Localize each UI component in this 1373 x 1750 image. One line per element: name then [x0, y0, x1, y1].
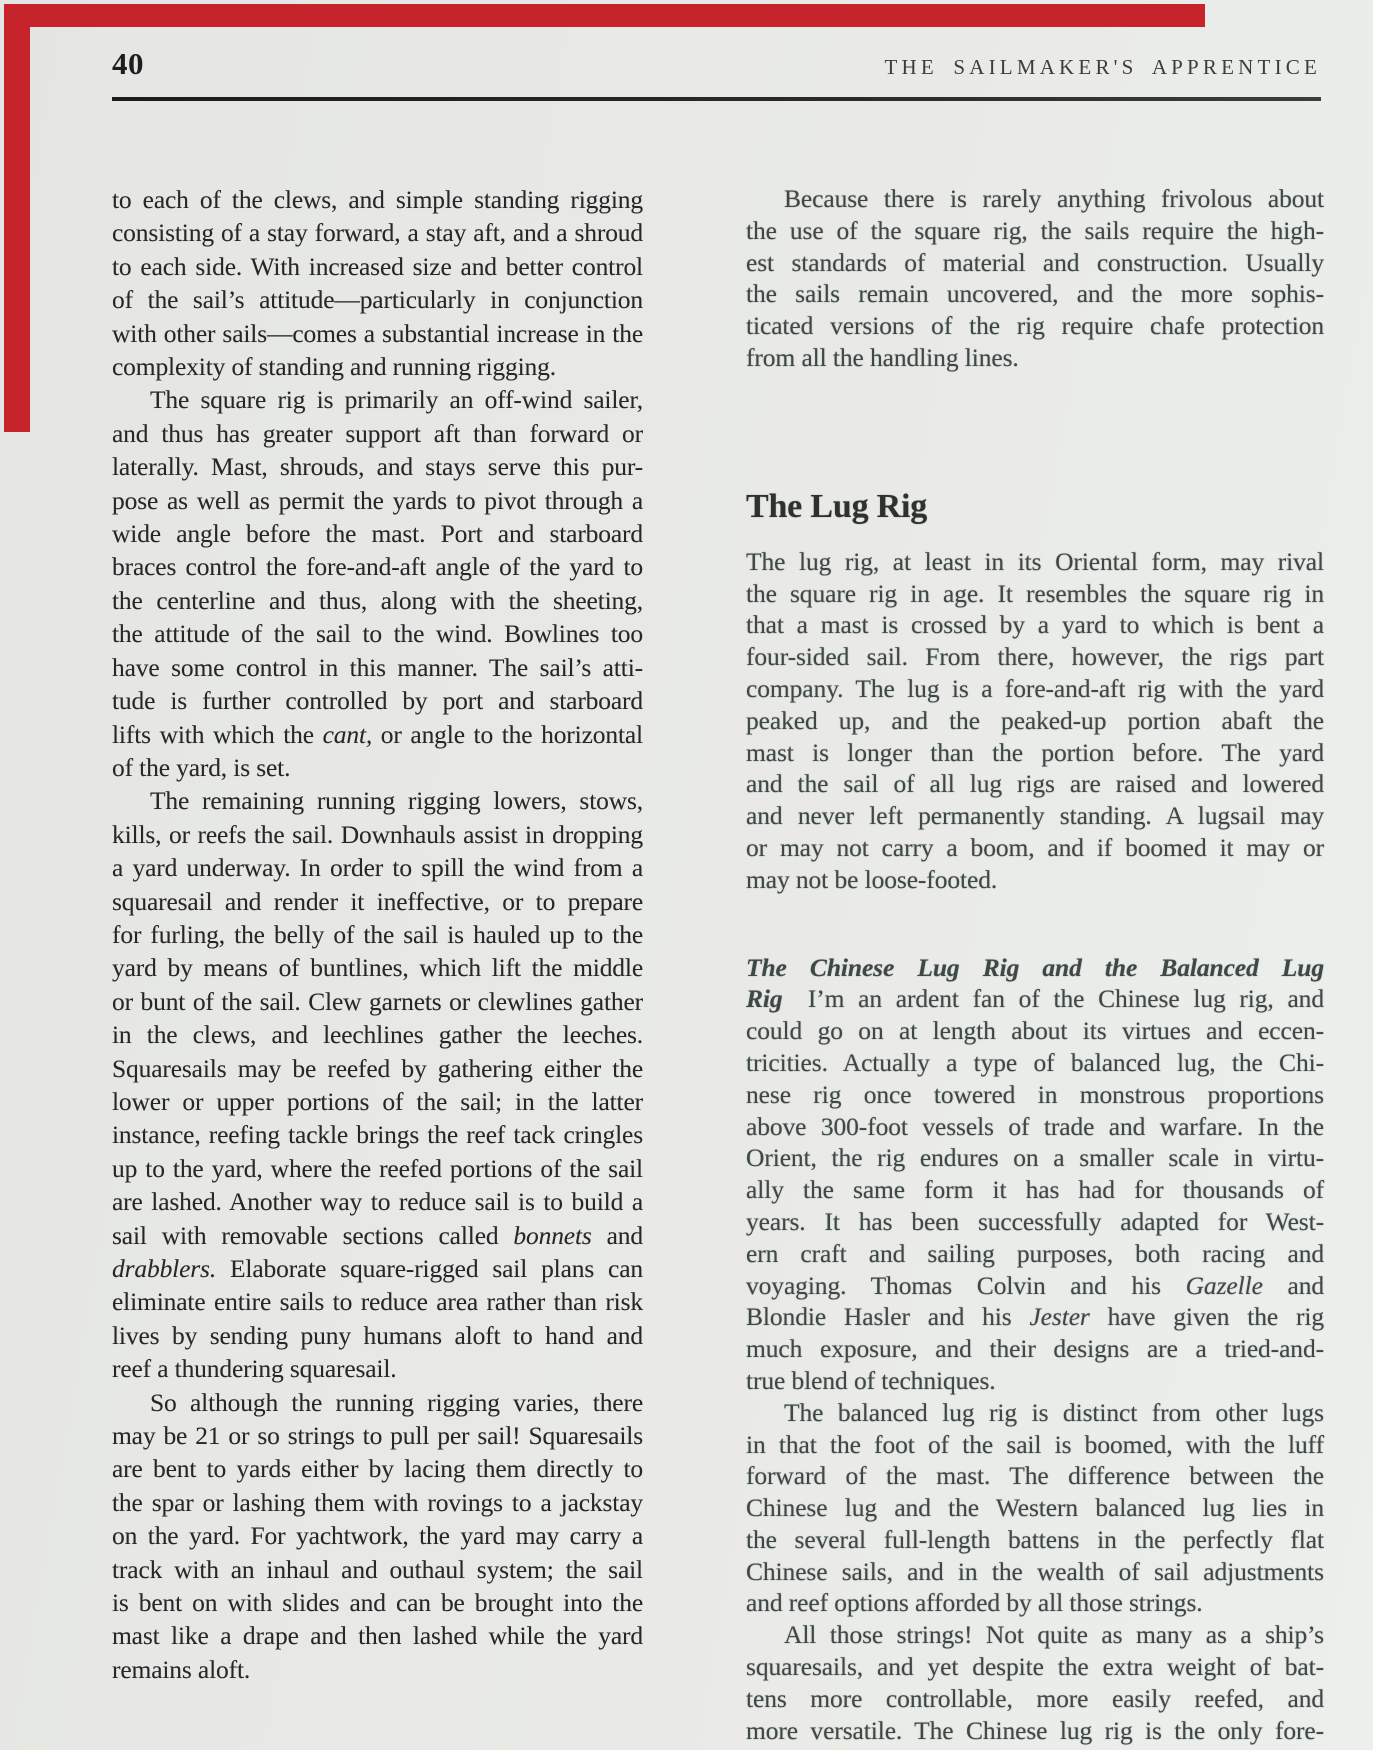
page-number: 40 — [112, 46, 144, 81]
text-line: with other sails—comes a substantial increase in the — [112, 318, 643, 348]
text-line: are bent to yards either by lacing them directly to — [112, 1454, 643, 1484]
text-line: the attitude of the sail to the wind. Bowlines too — [112, 619, 643, 649]
text-line: est standards of material and construction. Usually — [746, 247, 1324, 277]
text-line: yard by means of buntlines, which lift the middle — [112, 953, 643, 983]
text-line: to each of the clews, and simple standing rigging — [112, 185, 643, 214]
text-line: and the sail of all lug rigs are raised and lowered — [746, 769, 1324, 799]
text-line: lifts with which the cant, or angle to the horizontal — [112, 719, 643, 749]
text-line: Squaresails may be reefed by gathering either the — [112, 1053, 643, 1083]
paragraph — [746, 952, 1324, 1397]
text-line: ern craft and sailing purposes, both racing and — [746, 1238, 1324, 1268]
header-rule — [112, 97, 1321, 101]
text-line: sail with removable sections called bonnets and — [112, 1220, 643, 1250]
text-columns — [112, 183, 1324, 1746]
text-line: true blend of techniques. — [746, 1365, 996, 1395]
right-column — [746, 183, 1324, 1746]
text-line: more versatile. The Chinese lug rig is the only fore- — [746, 1715, 1324, 1745]
text-line: voyaging. Thomas Colvin and his Gazelle and — [746, 1270, 1324, 1300]
text-line: up to the yard, where the reefed portions of the sail — [112, 1153, 643, 1183]
text-line: lower or upper portions of the sail; in the latter — [112, 1086, 643, 1116]
text-line: in the clews, and leechlines gather the leeches. — [112, 1020, 643, 1050]
text-line: ally the same form it has had for thousands of — [746, 1175, 1324, 1205]
text-line: nese rig once towered in monstrous proportions — [746, 1079, 1324, 1109]
text-line: So although the running rigging varies, there — [150, 1387, 643, 1417]
text-line: reef a thundering squaresail. — [112, 1354, 397, 1384]
text-line: All those strings! Not quite as many as a ship’s — [784, 1620, 1324, 1650]
text-line: and reef options afforded by all those strings. — [746, 1588, 1203, 1618]
left-column — [112, 183, 643, 1746]
text-line: of the yard, is set. — [112, 752, 291, 782]
text-line: or may not carry a boom, and if boomed it may or — [746, 832, 1324, 862]
text-line: for furling, the belly of the sail is hauled up to the — [112, 919, 643, 949]
text-line: in that the foot of the sail is boomed, with the luff — [746, 1429, 1324, 1459]
paragraph — [112, 1386, 643, 1687]
text-line: and thus has greater support aft than forward or — [112, 418, 643, 448]
text-line: Chinese lug and the Western balanced lug lies in — [746, 1493, 1324, 1523]
text-line: to each side. With increased size and better control — [112, 251, 643, 281]
paragraph — [112, 784, 643, 1385]
text-line: Blondie Hasler and his Jester have given the rig — [746, 1302, 1324, 1332]
text-line: pose as well as permit the yards to pivot through a — [112, 485, 643, 515]
text-line: years. It has been successfully adapted for West- — [746, 1206, 1324, 1236]
text-line: that a mast is crossed by a yard to which is bent a — [746, 610, 1324, 640]
text-line: ticated versions of the rig require chafe protection — [746, 311, 1324, 341]
text-line: tude is further controlled by port and starboard — [112, 686, 643, 716]
paragraph — [746, 183, 1324, 374]
text-line: the use of the square rig, the sails require the high- — [746, 215, 1324, 245]
text-line: Because there is rarely anything frivolous about — [784, 184, 1324, 213]
text-line: mast like a drape and then lashed while the yard — [112, 1621, 643, 1651]
text-line: The lug rig, at least in its Oriental form, may rival — [746, 546, 1324, 576]
text-line: from all the handling lines. — [746, 342, 1019, 372]
text-line: laterally. Mast, shrouds, and stays serve this pur- — [112, 452, 643, 482]
text-line: could go on at length about its virtues and eccen- — [746, 1016, 1324, 1046]
book-cover-edge-top — [30, 4, 1205, 27]
text-line: braces control the fore-and-aft angle of the yard to — [112, 552, 643, 582]
text-line: the square rig in age. It resembles the square rig in — [746, 578, 1324, 608]
text-line: are lashed. Another way to reduce sail is to build a — [112, 1187, 643, 1217]
text-line: The balanced lug rig is distinct from other lugs — [784, 1397, 1324, 1427]
text-line: the several full-length battens in the perfectly flat — [746, 1524, 1324, 1554]
text-line: may be 21 or so strings to pull per sail! Squaresails — [112, 1421, 643, 1451]
paragraph — [112, 383, 643, 784]
text-line: have some control in this manner. The sail’s atti- — [112, 652, 643, 682]
paragraph — [746, 1397, 1324, 1620]
text-line: kills, or reefs the sail. Downhauls assist in dropping — [112, 819, 643, 849]
text-line: company. The lug is a fore-and-aft rig with the yard — [746, 673, 1324, 703]
text-line: wide angle before the mast. Port and starboard — [112, 519, 643, 549]
text-line: Chinese sails, and in the wealth of sail adjustments — [746, 1556, 1324, 1586]
text-line: or bunt of the sail. Clew garnets or clewlines gather — [112, 986, 643, 1016]
text-line: lives by sending puny humans aloft to hand and — [112, 1320, 643, 1350]
text-line: tens more controllable, more easily reefed, and — [746, 1683, 1324, 1713]
text-line: of the sail’s attitude—particularly in conjunction — [112, 285, 643, 315]
text-line: tricities. Actually a type of balanced lug, the Chi- — [746, 1047, 1324, 1077]
paragraph — [746, 546, 1324, 896]
running-head-title: THE SAILMAKER'S APPRENTICE — [884, 55, 1321, 79]
page-header — [112, 46, 1321, 82]
text-line: squaresail and render it ineffective, or to prepare — [112, 886, 643, 916]
paragraph — [746, 1619, 1324, 1746]
text-line: instance, reefing tackle brings the reef tack cringles — [112, 1120, 643, 1150]
text-line: forward of the mast. The difference between the — [746, 1461, 1324, 1491]
text-line: track with an inhaul and outhaul system; the sail — [112, 1554, 643, 1584]
text-line: above 300-foot vessels of trade and warfare. In the — [746, 1111, 1324, 1141]
text-line: Orient, the rig endures on a smaller scale in virtu- — [746, 1143, 1324, 1173]
paragraph — [112, 183, 643, 383]
text-line: drabblers. Elaborate square-rigged sail plans can — [112, 1254, 643, 1283]
text-line: a yard underway. In order to spill the wind from a — [112, 853, 643, 883]
text-line: Rig I’m an ardent fan of the Chinese lug rig, and — [746, 984, 1324, 1014]
text-line: much exposure, and their designs are a tried-and- — [746, 1334, 1324, 1364]
text-line: The remaining running rigging lowers, stows, — [150, 786, 643, 816]
text-line: complexity of standing and running rigging. — [112, 352, 556, 382]
text-line: and never left permanently standing. A lugsail may — [746, 801, 1324, 831]
text-line: the sails remain uncovered, and the more sophis- — [746, 279, 1324, 309]
text-line: is bent on with slides and can be brought into the — [112, 1588, 643, 1618]
text-line: the spar or lashing them with rovings to a jackstay — [112, 1487, 643, 1517]
text-line: mast is longer than the portion before. The yard — [746, 737, 1324, 767]
text-line: consisting of a stay forward, a stay aft, and a shroud — [112, 218, 643, 248]
text-line: on the yard. For yachtwork, the yard may carry a — [112, 1521, 643, 1551]
book-cover-edge-left — [4, 4, 30, 432]
text-line: squaresails, and yet despite the extra weight of bat- — [746, 1652, 1324, 1682]
section-heading: The Lug Rig — [746, 487, 928, 525]
text-line: peaked up, and the peaked-up portion abaft the — [746, 705, 1324, 735]
text-line: The Chinese Lug Rig and the Balanced Lug — [746, 952, 1324, 982]
text-line: The square rig is primarily an off-wind sailer, — [150, 385, 643, 415]
text-line: may not be loose-footed. — [746, 864, 998, 894]
text-line: four-sided sail. From there, however, the rigs part — [746, 642, 1324, 672]
text-line: remains aloft. — [112, 1654, 251, 1684]
text-line: eliminate entire sails to reduce area rather than risk — [112, 1287, 643, 1317]
text-line: the centerline and thus, along with the sheeting, — [112, 585, 643, 615]
